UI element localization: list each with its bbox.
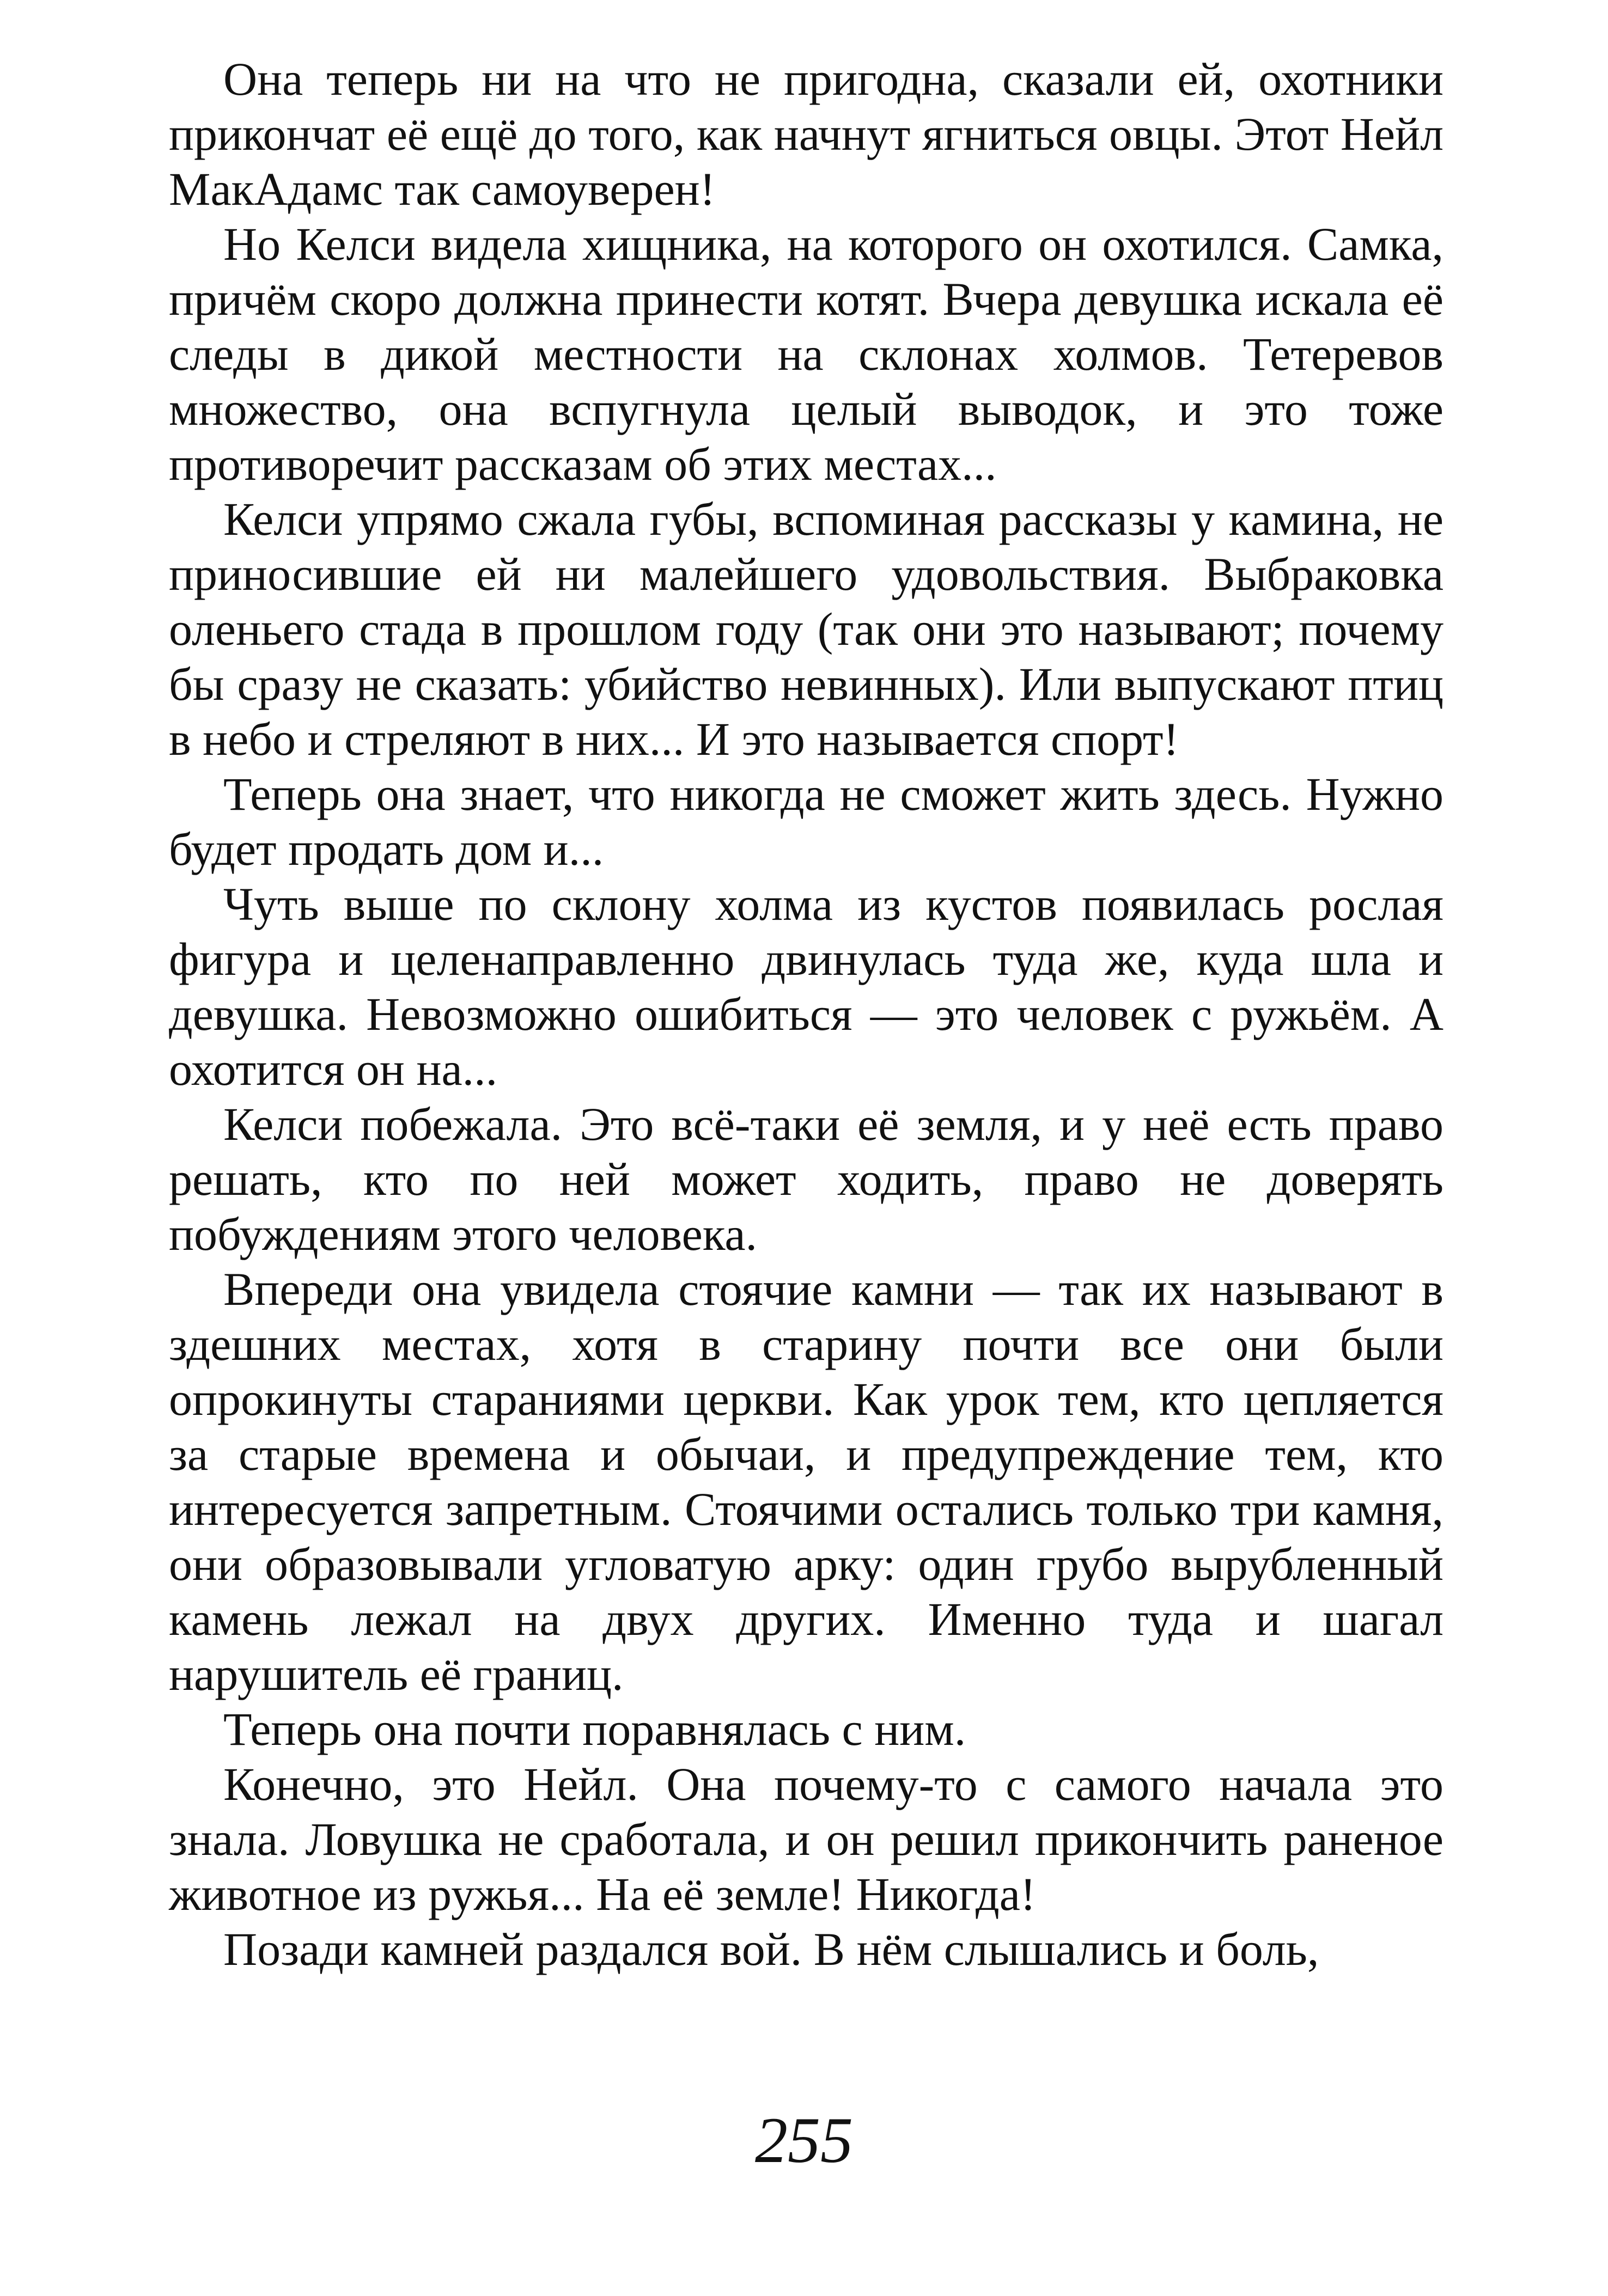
paragraph-9: Конечно, это Нейл. Она почему-то с самого начала это знала. Ловушка не сработала, и он решил прикончить раненое животное из ружья... На её земле! Никогда! (169, 1758, 1443, 1920)
paragraph-1: Она теперь ни на что не пригодна, сказали ей, охотники прикончат её ещё до того, как начнут ягниться овцы. Этот Нейл МакАдамс так самоуверен! (169, 53, 1443, 215)
page-body-text (169, 52, 1443, 1977)
paragraph-6: Келси побежала. Это всё-таки её земля, и у неё есть право решать, кто по ней может ходить, право не доверять побуждениям этого человека. (169, 1098, 1443, 1260)
paragraph-5: Чуть выше по склону холма из кустов появилась рослая фигура и целенаправленно двинулась туда же, куда шла и девушка. Невозможно ошибиться — это человек с ружьём. А охотится он на... (169, 878, 1443, 1095)
paragraph-2: Но Келси видела хищника, на которого он охотился. Самка, причём скоро должна принести котят. Вчера девушка искала её следы в дикой местности на склонах холмов. Тетеревов множество, она вспугнула целый выводок, и это тоже противоречит рассказам об этих местах... (169, 218, 1443, 490)
paragraph-3: Келси упрямо сжала губы, вспоминая рассказы у камина, не приносившие ей ни малейшего удовольствия. Выбраковка оленьего стада в прошлом году (так они это называют; почему бы сразу не сказать: убийство невинных). Или выпускают птиц в небо и стреляют в них... И это называется спорт! (169, 493, 1443, 765)
paragraph-10: Позади камней раздался вой. В нём слышались и боль, (223, 1923, 1319, 1975)
paragraph-8: Теперь она почти поравнялась с ним. (223, 1703, 966, 1755)
page-number: 255 (755, 2104, 853, 2176)
paragraph-7: Впереди она увидела стоячие камни — так их называют в здешних местах, хотя в старину почти все они были опрокинуты стараниями церкви. Как урок тем, кто цепляется за старые времена и обычаи, и предупреждение тем, кто интересуется запретным. Стоячими остались только три камня, они образовывали угловатую арку: один грубо вырубленный камень лежал на двух других. Именно туда и шагал нарушитель её границ. (169, 1263, 1443, 1700)
paragraph-4: Теперь она знает, что никогда не сможет жить здесь. Нужно будет продать дом и... (169, 768, 1443, 875)
